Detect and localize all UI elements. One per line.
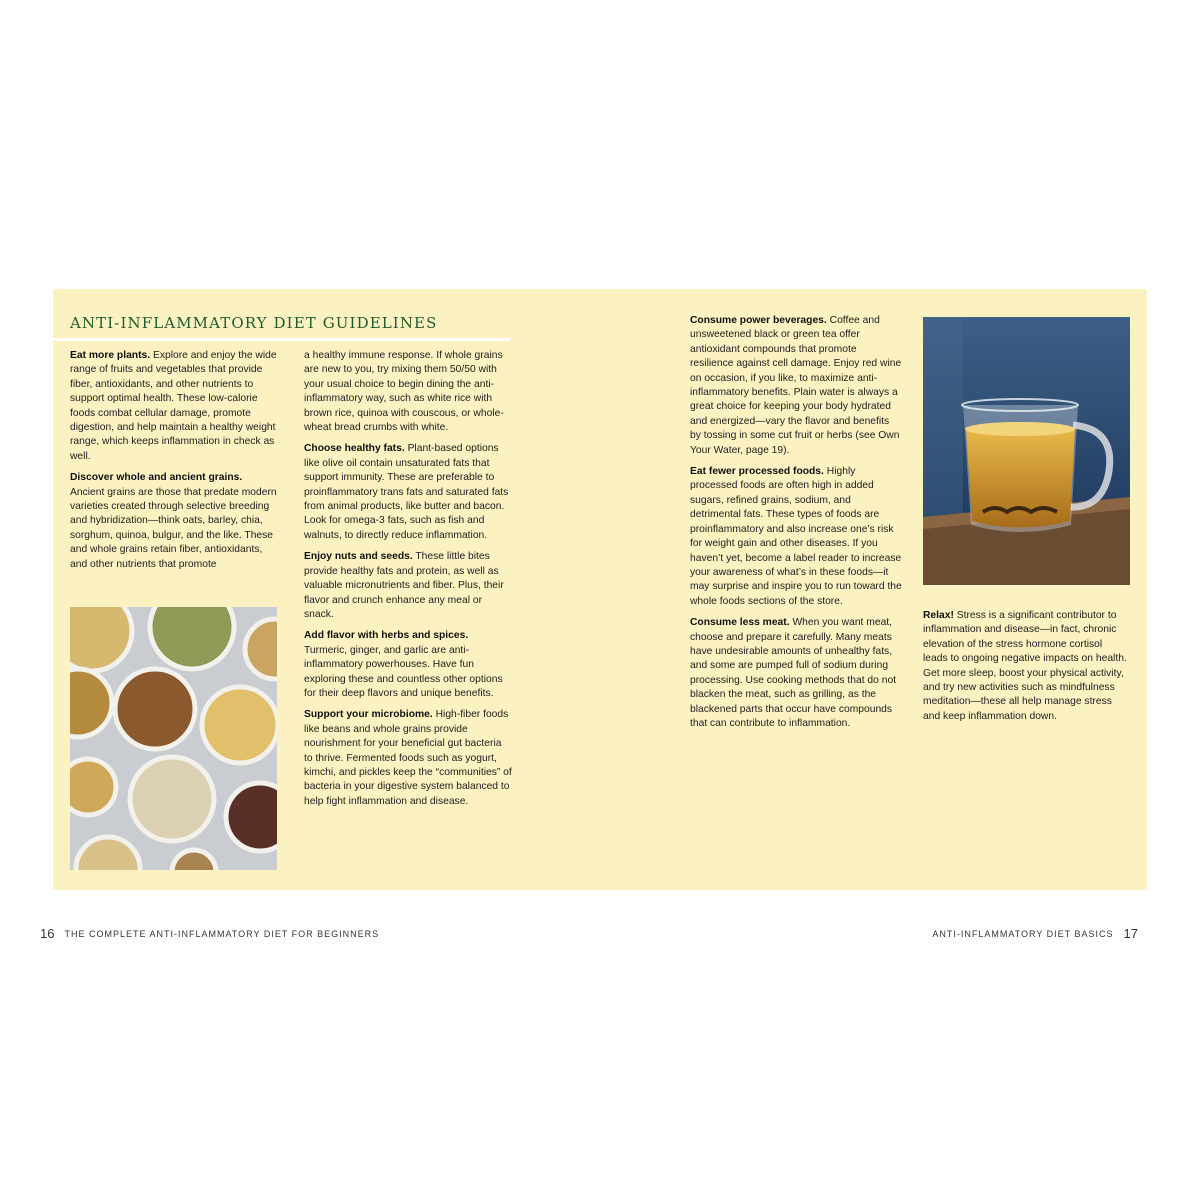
- grains-photo: [70, 607, 277, 870]
- paragraph-beverages: Consume power beverages. Coffee and unsweetened black or green tea offer antioxidant compounds that promote resilience against cell damage. Enjoy red wine on occasion, if you like, to maximize anti-inflammatory benefits. Plain water is always a great choice for keeping your body hydrated and energized—vary the flavor and benefits by tossing in some cut fruit or herbs (see Own Your Water, page 19).: [690, 315, 902, 456]
- heading-rule: [53, 338, 510, 341]
- column-4: [923, 609, 1129, 731]
- tea-photo: [923, 317, 1130, 585]
- paragraph-fats: Choose healthy fats. Plant-based options like olive oil contain unsaturated fats that support immunity. These are preferable to proinflammatory trans fats and saturated fats from animal products, like butter and bacon. Look for omega-3 fats, such as fish and walnuts, to directly reduce inflammation.: [304, 443, 509, 541]
- page-number-left: 16: [40, 926, 55, 941]
- tea-illustration: [923, 317, 1130, 585]
- paragraph-nuts: Enjoy nuts and seeds. These little bites provide healthy fats and protein, as well as valuable micronutrients and fiber. Plus, their flavor and crunch enhance any meal or snack.: [304, 551, 504, 620]
- paragraph-meat: Consume less meat. When you want meat, choose and prepare it carefully. Many meats have undesirable amounts of unhealthy fats, and some are pumped full of sodium during processing. Use cooking methods that do not blacken the meat, such as grilling, as the blackened parts that occur have compounds that can contribute to inflammation.: [690, 617, 897, 729]
- chapter-title: ANTI-INFLAMMATORY DIET BASICS: [932, 929, 1114, 939]
- column-2: [304, 349, 512, 816]
- paragraph-microbiome: Support your microbiome. High-fiber foods like beans and whole grains provide nourishment for your beneficial gut bacteria to thrive. Fermented foods such as yogurt, kimchi, and pickles keep the “communities” of bacteria in your digestive system balanced to help fight inflammation and disease.: [304, 709, 512, 807]
- book-title: THE COMPLETE ANTI-INFLAMMATORY DIET FOR BEGINNERS: [64, 929, 380, 939]
- paragraph-grains-continued: a healthy immune response. If whole grains are new to you, try mixing them 50/50 with your usual choice to begin dining the anti-inflammatory way, such as white rice with brown rice, quinoa with couscous, or whole-wheat bread crumbs with white.: [304, 350, 504, 434]
- column-1: [70, 349, 277, 579]
- paragraph-processed: Eat fewer processed foods. Highly processed foods are often high in added sugars, refined grains, sodium, and detrimental fats. These types of foods are proinflammatory and also increase one’s risk for weight gain and other diseases. If you haven’t yet, become a label reader to increase your awareness of what’s in these foods—it may surprise and inspire you to run toward the whole foods sections of the store.: [690, 466, 902, 607]
- paragraph-relax: Relax! Stress is a significant contributor to inflammation and disease—in fact, chronic elevation of the stress hormone cortisol leads to ongoing negative impacts on health. Get more sleep, boost your physical activity, and try new activities such as mindfulness meditation—these all help manage stress and keep inflammation down.: [923, 610, 1127, 722]
- paragraph-eat-plants: Eat more plants. Explore and enjoy the wide range of fruits and vegetables that provide fiber, antioxidants, and other nutrients to support optimal health. These low-calorie foods combat cellular damage, promote digestion, and help maintain a healthy weight range, which keeps inflammation in check as well.: [70, 350, 277, 462]
- footer-right: [932, 926, 1148, 941]
- footer-left: [30, 926, 379, 941]
- paragraph-herbs: Add flavor with herbs and spices. Turmeric, ginger, and garlic are anti-inflammatory powerhouses. Have fun exploring these and countless other options for their deep flavors and unique benefits.: [304, 630, 503, 699]
- page-number-right: 17: [1123, 926, 1138, 941]
- section-heading: ANTI-INFLAMMATORY DIET GUIDELINES: [70, 314, 438, 332]
- column-3: [690, 314, 902, 738]
- grains-illustration: [70, 607, 277, 870]
- paragraph-grains: Discover whole and ancient grains. Ancient grains are those that predate modern varieties created through selective breeding and hybridization—think oats, barley, chia, sorghum, quinoa, bulgur, and the like. These and whole grains retain fiber, antioxidants, and other nutrients that promote: [70, 472, 277, 570]
